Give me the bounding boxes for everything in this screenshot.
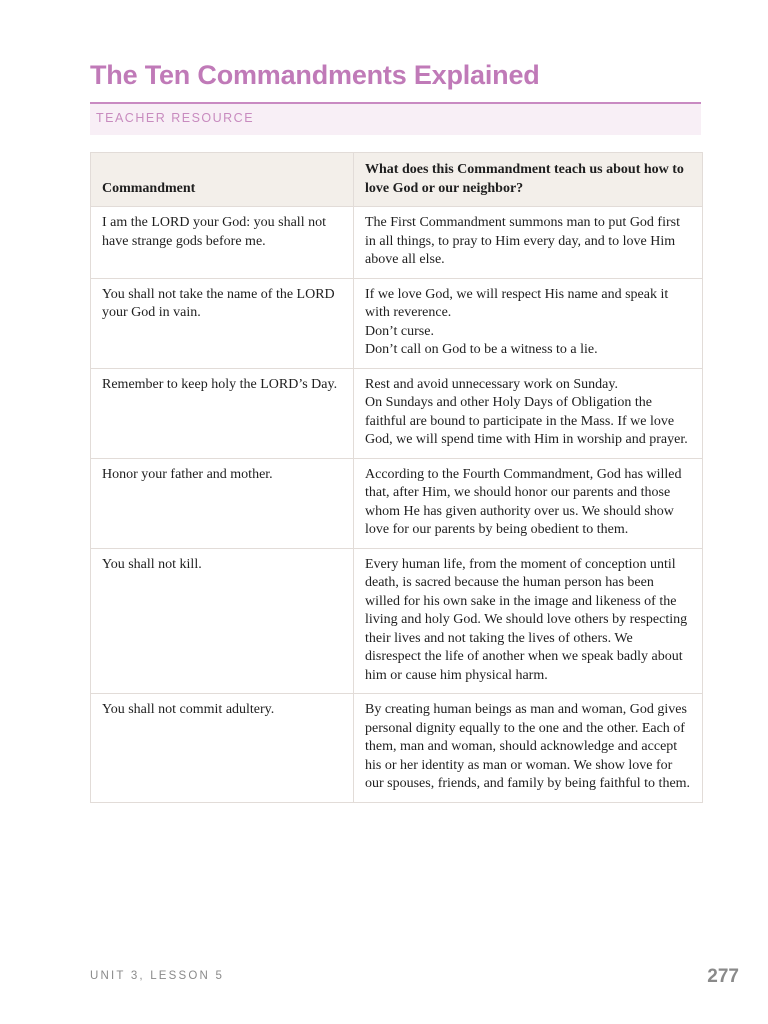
commandment-cell: You shall not take the name of the LORD your God in vain. <box>91 278 354 368</box>
teaching-line: Don’t call on God to be a witness to a lie. <box>365 342 598 357</box>
teaching-line: Rest and avoid unnecessary work on Sunday. <box>365 376 618 392</box>
teaching-line: Don’t curse. <box>365 323 434 339</box>
teaching-cell <box>354 278 703 368</box>
table-row <box>91 368 703 458</box>
page-subtitle: TEACHER RESOURCE <box>96 111 255 125</box>
table-row <box>91 458 703 548</box>
subtitle-band <box>90 104 701 135</box>
table-header-row <box>91 153 703 207</box>
table-body <box>91 207 703 803</box>
teaching-cell <box>354 207 703 279</box>
teaching-line: If we love God, we will respect His name and speak it with reverence. <box>365 286 669 320</box>
teaching-line: The First Commandment summons man to put God first in all things, to pray to Him every day, and to love Him above all else. <box>365 215 680 267</box>
teaching-line: On Sundays and other Holy Days of Obligation the faithful are bound to participate in the Mass. If we love God, we will spend time with Him in worship and prayer. <box>365 395 688 447</box>
page-number: 277 <box>707 966 739 987</box>
teaching-line: By creating human beings as man and woman, God gives personal dignity equally to the one and the other. Each of them, man and woman, should acknowledge and accept his or her identity as man or woman. We show love for our spouses, friends, and family by being faithful to them. <box>365 702 691 791</box>
commandment-cell: You shall not kill. <box>91 548 354 694</box>
teaching-line: Every human life, from the moment of conception until death, is sacred because the human person has been willed for his own sake in the image and likeness of the living and holy God. We should love others by respecting their lives and not taking the lives of others. We disrespect the life of another when we speak badly about him or cause him physical harm. <box>365 556 688 683</box>
commandment-cell: Remember to keep holy the LORD’s Day. <box>91 368 354 458</box>
commandment-cell: I am the LORD your God: you shall not have strange gods before me. <box>91 207 354 279</box>
commandments-table <box>90 152 703 803</box>
column-header-teaching: What does this Commandment teach us about how to love God or our neighbor? <box>354 153 703 207</box>
table-row <box>91 694 703 803</box>
page-title: The Ten Commandments Explained <box>90 60 540 90</box>
commandment-cell: You shall not commit adultery. <box>91 694 354 803</box>
teaching-line: According to the Fourth Commandment, God has willed that, after Him, we should honor our parents and those whom He has given authority over us. We should show love for our parents by being obedient to them. <box>365 466 682 537</box>
teaching-cell <box>354 458 703 548</box>
footer-unit-label: UNIT 3, LESSON 5 <box>90 970 225 982</box>
teaching-cell <box>354 694 703 803</box>
table-row <box>91 278 703 368</box>
table-row <box>91 548 703 694</box>
teaching-cell <box>354 368 703 458</box>
teaching-cell <box>354 548 703 694</box>
table-row <box>91 207 703 279</box>
commandment-cell: Honor your father and mother. <box>91 458 354 548</box>
column-header-commandment: Commandment <box>91 153 354 207</box>
